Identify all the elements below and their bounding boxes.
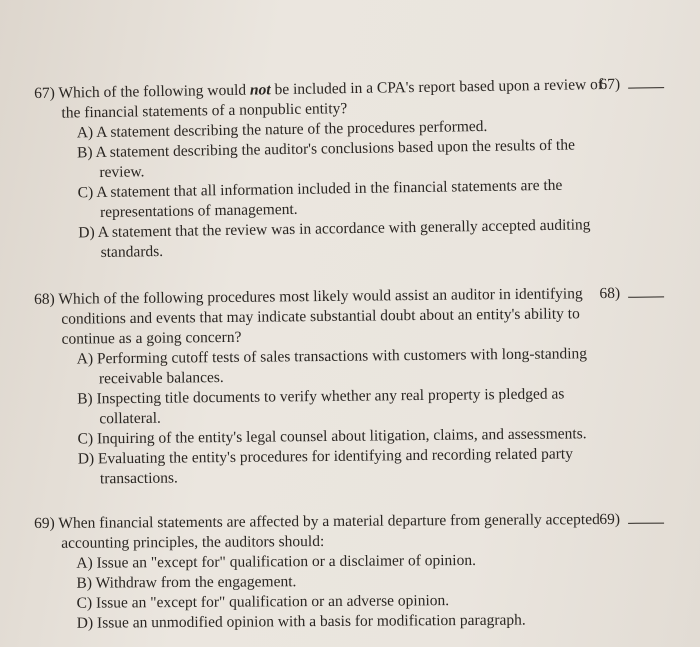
- answer-blank[interactable]: [628, 75, 664, 89]
- answer-slot-69: [599, 510, 664, 530]
- option-text: collateral.: [99, 409, 161, 428]
- question-68: [34, 283, 686, 490]
- option-letter: A): [76, 350, 94, 368]
- question-69: [34, 509, 685, 634]
- option-text: A statement describing the nature of the procedures performed.: [96, 117, 488, 142]
- option-letter: C): [77, 184, 94, 202]
- option-letter: A): [76, 554, 93, 572]
- option-letter: C): [77, 430, 94, 448]
- option-text: A statement that all information included in the financial statements are the: [96, 176, 563, 202]
- option-text: standards.: [100, 242, 164, 261]
- answer-slot-67: [599, 74, 664, 95]
- stem-text: accounting principles, the auditors should:: [61, 532, 325, 552]
- question-number: 69): [34, 514, 55, 532]
- option-letter: B): [76, 574, 93, 592]
- question-number: 67): [34, 84, 55, 102]
- emphasis-not: not: [249, 81, 271, 99]
- option-text: review.: [99, 163, 145, 181]
- option-letter: D): [78, 224, 95, 242]
- option-letter: C): [76, 594, 93, 612]
- option-text: Withdraw from the engagement.: [95, 573, 297, 592]
- answer-blank[interactable]: [628, 284, 664, 297]
- answer-blank[interactable]: [628, 511, 664, 524]
- option-text: Performing cutoff tests of sales transactions with customers with long-standing: [96, 345, 588, 368]
- option-text: Inspecting title documents to verify whether any real property is pledged as: [96, 385, 565, 408]
- option-text: A statement describing the auditor's conclusions based upon the results of the: [95, 136, 576, 162]
- stem-text: Which of the following would: [58, 81, 251, 102]
- option-text: transactions.: [99, 469, 178, 488]
- option-d: [35, 609, 685, 634]
- stem-text: be included in a CPA's report based upon a review of: [270, 76, 604, 99]
- option-text: A statement that the review was in accordance with generally accepted auditing: [97, 216, 591, 242]
- stem-text: conditions and events that may indicate substantial doubt about an entity's ability to: [61, 305, 580, 328]
- option-text: Issue an "except for" qualification or an adverse opinion.: [95, 592, 450, 612]
- option-text: Inquiring of the entity's legal counsel about litigation, claims, and assessments.: [96, 425, 587, 448]
- option-text: Issue an unmodified opinion with a basis for modification paragraph.: [96, 611, 526, 632]
- option-letter: A): [76, 124, 94, 142]
- option-letter: D): [76, 614, 94, 632]
- stem-text: Which of the following procedures most likely would assist an auditor in identifying: [58, 285, 583, 308]
- margin-number: 69): [599, 510, 621, 529]
- option-text: Evaluating the entity's procedures for identifying and recording related party: [97, 445, 574, 468]
- question-67: [34, 74, 687, 264]
- option-letter: B): [76, 144, 93, 162]
- option-letter: D): [77, 450, 95, 468]
- option-text: Issue an "except for" qualification or a disclaimer of opinion.: [96, 551, 477, 572]
- stem-text: When financial statements are affected by a material departure from generally accepted: [58, 511, 600, 532]
- stem-text: continue as a going concern?: [61, 328, 242, 348]
- answer-slot-68: [599, 283, 664, 304]
- margin-number: 68): [599, 284, 621, 303]
- option-text: representations of management.: [99, 200, 298, 221]
- option-text: receivable balances.: [98, 369, 224, 388]
- stem-text: the financial statements of a nonpublic entity?: [61, 100, 348, 122]
- margin-number: 67): [599, 75, 621, 94]
- question-number: 68): [34, 290, 55, 308]
- option-letter: B): [77, 390, 93, 408]
